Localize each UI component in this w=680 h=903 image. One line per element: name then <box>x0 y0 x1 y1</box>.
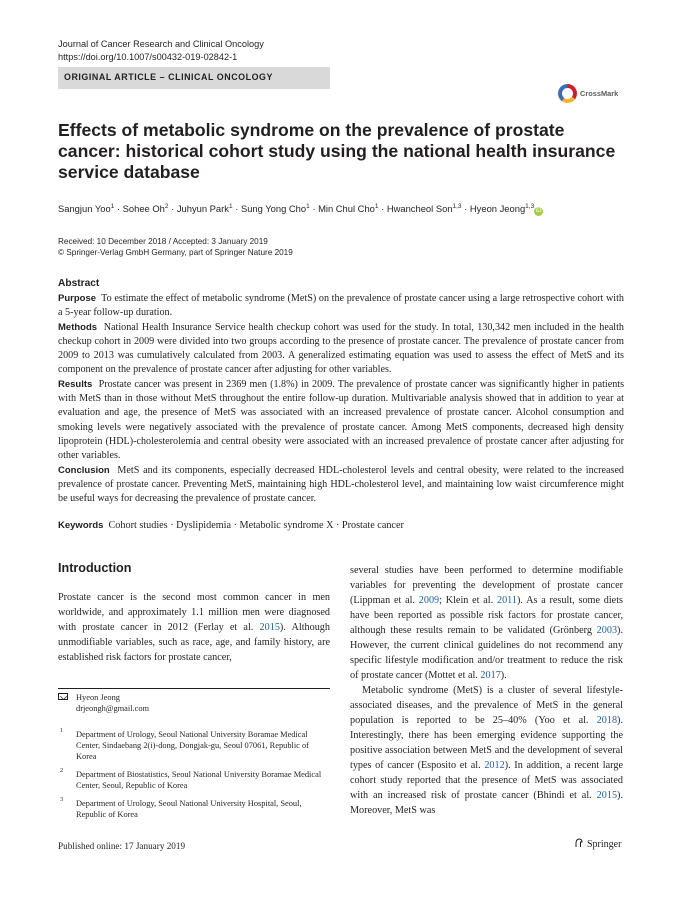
crossmark-label: CrossMark <box>580 89 619 98</box>
citation-link[interactable]: 2017 <box>480 670 501 681</box>
abstract-purpose <box>58 292 624 321</box>
corresponding-email[interactable]: drjeongh@gmail.com <box>76 704 150 713</box>
keywords-label: Keywords <box>58 520 104 531</box>
affiliation-1-number: 1 <box>60 727 64 734</box>
publisher-name: Springer <box>587 839 622 850</box>
author-affiliation: 1,3 <box>525 203 535 210</box>
author-name[interactable]: Min Chul Cho <box>318 203 375 215</box>
affiliation-3-number: 3 <box>60 796 64 803</box>
affiliation-2-number: 2 <box>60 767 64 774</box>
orcid-icon[interactable]: iD <box>535 208 542 215</box>
affiliation-3: Department of Urology, Seoul National University Hospital, Seoul, Republic of Korea <box>76 799 302 819</box>
author-name[interactable]: Sangjun Yoo <box>58 203 111 215</box>
results-label: Results <box>58 378 93 390</box>
intro-paragraph-1-cont: several studies have been performed to determine modifiable variables for preventing the development of prostate cancer (Lippman et al. 2009; Klein et al. 2011). As a result, some diets have been reported as possible risk factors for prostate cancer, although these results remain to be validated (Grönberg 2003). However, the current clinical guidelines do not recommend any specific lifestyle modification and/or treatment to reduce the risk of prostate cancer (Mottet et al. 2017). <box>350 565 623 681</box>
author-affiliation: 1 <box>374 203 379 210</box>
methods-text: National Health Insurance Service health checkup cohort was used for the study. In total, 130,342 men included in the health checkup cohort in 2009 were divided into two groups according to the presence of prostate cancer. The prevalence of prostate cancer from 2009 to 2013 was cumulatively calculated from 2003. A generalized estimating equation was used to assess the effect of MetS and its component on the prevalence of prostate cancer after adjusting for other variables. <box>58 321 624 376</box>
author-separator: · <box>461 203 470 215</box>
author-affiliation: 1 <box>228 203 233 210</box>
citation-link[interactable]: 2011 <box>496 595 517 606</box>
abstract-methods <box>58 321 624 378</box>
corresponding-name: Hyeon Jeong <box>76 693 120 702</box>
author-name[interactable]: Hwancheol Son <box>386 203 453 215</box>
author-name[interactable]: Sung Yong Cho <box>240 203 307 215</box>
intro-paragraph-1: Prostate cancer is the second most common cancer in men worldwide, and approximately 1.1 million men were diagnosed with prostate cancer in 2012 (Ferlay et al. 2015). Although unmodifiable variables, such as race, age, and family history, are established risk factors for prostate cancer, <box>58 592 330 663</box>
conclusion-text: MetS and its components, especially decreased HDL-cholesterol levels and central obesity, were related to the increased prevalence of prostate cancer. Preventing MetS, maintaining high HDL-cholesterol level, and maintaining low waist circumference might be useful ways for decreasing the prevalence of prostate cancer. <box>58 464 624 505</box>
author-affiliation: 1,3 <box>452 203 462 210</box>
citation-link[interactable]: 2009 <box>418 595 440 606</box>
corresponding-author <box>76 692 149 714</box>
springer-logo <box>574 838 621 850</box>
citation-link[interactable]: 2015 <box>259 622 280 633</box>
author-name[interactable]: Hyeon Jeong <box>469 203 526 215</box>
introduction-heading: Introduction <box>58 561 132 575</box>
author-affiliation: 1 <box>306 203 310 210</box>
methods-label: Methods <box>58 321 98 333</box>
article-dates <box>58 236 293 258</box>
footnote-divider <box>58 688 330 689</box>
keywords-text: Cohort studies · Dyslipidemia · Metabolic syndrome X · Prostate cancer <box>108 520 404 531</box>
author-list <box>58 200 628 216</box>
author-separator: · <box>168 203 177 215</box>
author-separator: · <box>378 203 387 215</box>
purpose-text: To estimate the effect of metabolic syndrome (MetS) on the prevalence of prostate cancer using a large retrospective cohort with a 5-year follow-up duration. <box>58 293 624 319</box>
springer-horse-icon <box>574 838 584 848</box>
author-separator: · <box>232 203 241 215</box>
envelope-icon <box>58 693 68 700</box>
author-name[interactable]: Juhyun Park <box>176 203 229 215</box>
keywords <box>58 519 624 533</box>
received-accepted: Received: 10 December 2018 / Accepted: 3 January 2019 <box>58 237 268 246</box>
abstract-results <box>58 378 624 464</box>
author-separator: · <box>309 203 319 215</box>
doi-link[interactable]: https://doi.org/10.1007/s00432-019-02842-1 <box>58 52 238 62</box>
article-type: ORIGINAL ARTICLE – CLINICAL ONCOLOGY <box>64 72 273 82</box>
article-title: Effects of metabolic syndrome on the prevalence of prostate cancer: historical cohort study using the national health insurance service database <box>58 120 616 182</box>
citation-link[interactable]: 2003 <box>596 625 618 636</box>
abstract-conclusion <box>58 464 624 507</box>
citation-link[interactable]: 2018 <box>596 715 618 726</box>
abstract-heading: Abstract <box>58 278 100 289</box>
introduction-right-column <box>350 563 623 818</box>
conclusion-label: Conclusion <box>58 464 110 476</box>
affiliation-2: Department of Biostatistics, Seoul National University Boramae Medical Center, Seoul, Republic of Korea <box>76 770 322 790</box>
intro-paragraph-2: Metabolic syndrome (MetS) is a cluster of several lifestyle-associated diseases, and the prevalence of MetS in the general population is reported to be 25–40% (Yoo et al. 2018). Interestingly, there has been emerging evidence supporting the positive association between MetS and the development of several types of cancer (Esposito et al. 2012). In addition, a recent large cohort study reported that the presence of MetS was associated with an increased risk of prostate cancer (Bhindi et al. 2015). Moreover, MetS was <box>350 685 623 816</box>
author-separator: · <box>114 203 123 215</box>
journal-name: Journal of Cancer Research and Clinical Oncology <box>58 39 264 49</box>
purpose-label: Purpose <box>58 293 97 304</box>
crossmark-icon <box>558 84 577 103</box>
author-name[interactable]: Sohee Oh <box>122 203 165 215</box>
published-online: Published online: 17 January 2019 <box>58 841 186 851</box>
author-affiliation: 1 <box>110 203 115 210</box>
affiliation-1: Department of Urology, Seoul National University Boramae Medical Center, Sindaebang 2(i)-dong, Dongjak-gu, Seoul 07061, Republic of Korea <box>76 730 309 761</box>
crossmark-badge[interactable] <box>558 84 648 106</box>
copyright: © Springer-Verlag GmbH Germany, part of Springer Nature 2019 <box>58 248 293 257</box>
journal-header <box>58 38 264 64</box>
article-type-band <box>58 67 330 89</box>
citation-link[interactable]: 2015 <box>596 790 618 801</box>
results-text: Prostate cancer was present in 2369 men (1.8%) in 2009. The prevalence of prostate cancer was significantly higher in patients with MetS than in those without MetS throughout the entire follow-up duration. Multivariable analysis showed that in addition to year at evaluation and age, the presence of MetS was associated with an increased prevalence of prostate cancer. Alcohol consumption and smoking levels were negatively associated with the prevalence of prostate cancer. Among MetS components, decreased high density lipoprotein (HDL)-cholesterolemia and central obesity were associated with an increased prevalence of prostate cancer after adjusting for other variables. <box>58 378 625 462</box>
abstract-body <box>58 292 624 506</box>
citation-link[interactable]: 2012 <box>484 760 505 771</box>
author-affiliation: 2 <box>164 203 169 210</box>
introduction-left-column <box>58 590 330 665</box>
